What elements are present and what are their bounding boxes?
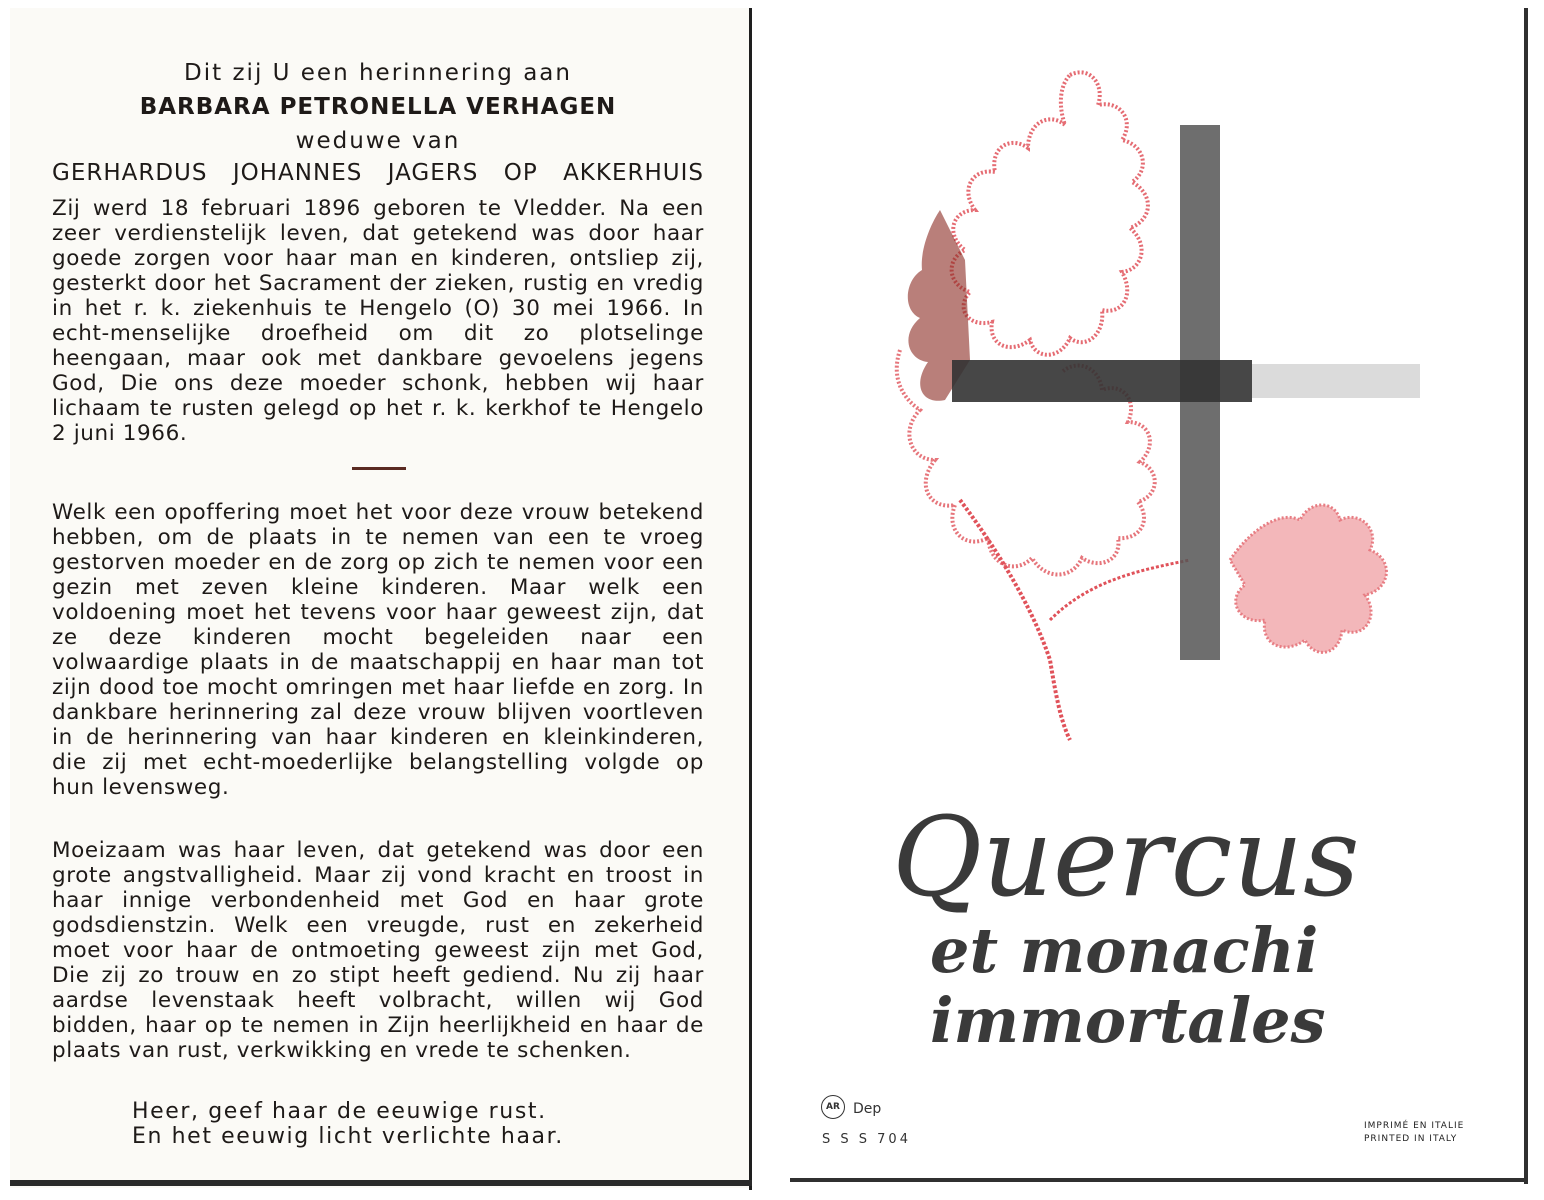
card-edge (1524, 8, 1528, 1184)
publisher-logo: AR (821, 1095, 845, 1119)
imprint-line: PRINTED IN ITALY (1364, 1134, 1458, 1144)
prayer-line: En het eeuwig licht verlichte haar. (132, 1124, 564, 1149)
card-edge (790, 1178, 1528, 1182)
card-code: S S S 704 (822, 1132, 911, 1147)
prayer-line: Heer, geef haar de eeuwige rust. (132, 1099, 547, 1124)
intro-line: Dit zij U een herinnering aan (184, 60, 572, 86)
oak-stem (960, 500, 1070, 740)
card-edge (749, 8, 752, 1190)
calligraphy-line: et monachi (930, 914, 1319, 987)
deceased-name: BARBARA PETRONELLA VERHAGEN (139, 94, 617, 120)
calligraphy-line: immortales (930, 984, 1326, 1057)
cross-horizontal-fade (1252, 364, 1420, 398)
calligraphy-title (888, 760, 1448, 1060)
tribute-paragraph: Moeizaam was haar leven, dat getekend was door een grote angstvalligheid. Maar zij vond kracht en troost in haar innige verbondenheid met God en haar grote godsdienstzin. Welk een vreugde, rust en zekerheid moet voor haar de ontmoeting geweest zijn met God, Die zij zo trouw en zo stipt heeft gediend. Nu zij haar aardse levenstaak heeft volbracht, willen wij God bidden, haar op te nemen in Zijn heerlijkheid en haar de plaats van rust, verkwikking en vrede te schenken. (52, 838, 704, 1063)
widow-of-line: weduwe van (295, 128, 461, 154)
tribute-paragraph: Welk een opoffering moet het voor deze vrouw betekend hebben, om de plaats in te nemen van een te vroeg gestorven moeder en de zorg op zich te nemen voor een gezin met zeven kleine kinderen. Maar welk een voldoening moet het tevens voor haar geweest zijn, dat ze deze kinderen mocht begeleiden naar een volwaardige plaats in de maatschappij en haar man tot zijn dood toe mocht omringen met haar liefde en zorg. In dankbare herinnering zal deze vrouw blijven voortleven in de herinnering van haar kinderen en kleinkinderen, die zij met echt-moederlijke belangstelling volgde op hun levensweg. (52, 500, 704, 800)
oak-leaf (1230, 505, 1386, 652)
card-edge (10, 1180, 752, 1186)
oak-leaves-cross-illustration (860, 60, 1420, 760)
divider (352, 467, 406, 470)
imprint-line: IMPRIMÉ EN ITALIE (1364, 1121, 1465, 1131)
oak-leaf (952, 72, 1148, 354)
husband-name: GERHARDUS JOHANNES JAGERS OP AKKERHUIS (52, 160, 704, 186)
dep-label: Dep (853, 1101, 882, 1117)
imprint (1364, 1120, 1464, 1146)
biography-paragraph: Zij werd 18 februari 1896 geboren te Vledder. Na een zeer verdienstelijk leven, dat getekend was door haar goede zorgen voor haar man en kinderen, ontsliep zij, gesterkt door het Sacrament der zieken, rustig en vredig in het r. k. ziekenhuis te Hengelo (O) 30 mei 1966. In echt-menselijke droefheid om dit zo plotselinge heengaan, maar ook met dankbare gevoelens jegens God, Die ons deze moeder schonk, hebben wij haar lichaam te rusten gelegd op het r. k. kerkhof te Hengelo 2 juni 1966. (52, 196, 704, 446)
calligraphy-line: Quercus (892, 793, 1360, 921)
prayer (132, 1099, 564, 1149)
cross-horizontal (952, 360, 1252, 402)
